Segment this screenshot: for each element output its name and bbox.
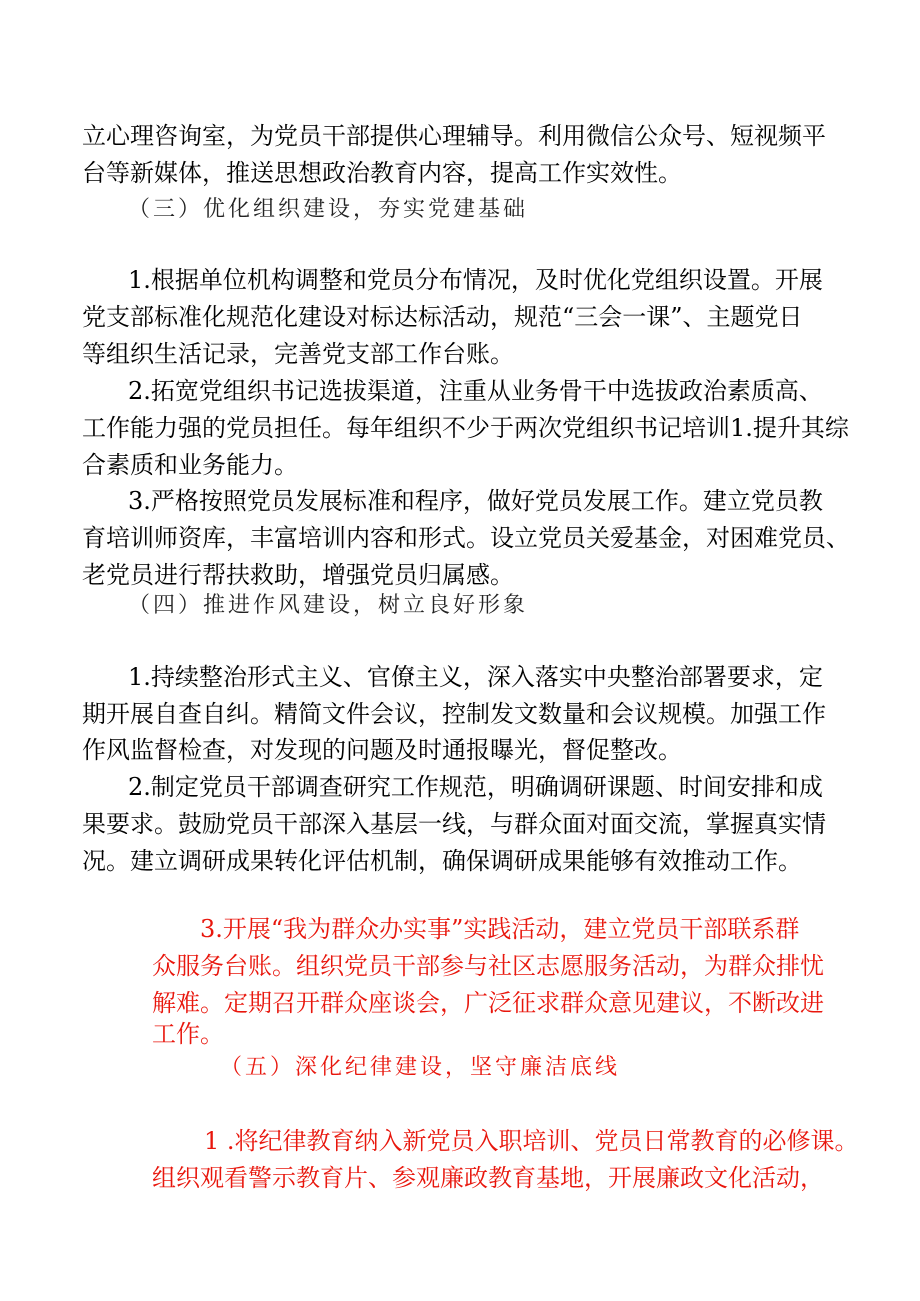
- paragraph-line-highlight: 解难。定期召开群众座谈会，广泛征求群众意见建议，不断改进: [152, 989, 824, 1017]
- paragraph-line: 况。建立调研成果转化评估机制，确保调研成果能够有效推动工作。: [82, 847, 802, 875]
- list-item-line: 2.拓宽党组织书记选拔渠道，注重从业务骨干中选拔政治素质高、: [128, 377, 823, 405]
- list-item-line: 3.严格按照党员发展标准和程序，做好党员发展工作。建立党员教: [128, 487, 823, 515]
- list-item-line: 1.根据单位机构调整和党员分布情况，及时优化党组织设置。开展: [128, 266, 823, 294]
- paragraph-line: 期开展自查自纠。精简文件会议，控制发文数量和会议规模。加强工作: [82, 700, 826, 728]
- paragraph-line: 作风监督检查，对发现的问题及时通报曝光，督促整改。: [82, 736, 682, 764]
- list-item-line: 1.持续整治形式主义、官僚主义，深入落实中央整治部署要求，定: [128, 663, 823, 691]
- paragraph-line: 老党员进行帮扶救助，增强党员归属感。: [82, 561, 514, 589]
- list-item-line-highlight: 1 .将纪律教育纳入新党员入职培训、党员日常教育的必修课。: [204, 1127, 859, 1155]
- paragraph-line: 合素质和业务能力。: [82, 451, 298, 479]
- paragraph-line-highlight: 众服务台账。组织党员干部参与社区志愿服务活动，为群众排忧: [152, 952, 824, 980]
- paragraph-line: 立心理咨询室，为党员干部提供心理辅导。利用微信公众号、短视频平: [82, 122, 826, 150]
- list-item-line-highlight: 3.开展“我为群众办实事”实践活动，建立党员干部联系群: [200, 915, 800, 943]
- section-heading-4: （四）推进作风建设，树立良好形象: [128, 593, 529, 618]
- paragraph-line-highlight: 组织观看警示教育片、参观廉政教育基地，开展廉政文化活动，: [152, 1164, 824, 1192]
- paragraph-line: 育培训师资库，丰富培训内容和形式。设立党员关爱基金，对困难党员、: [82, 524, 850, 552]
- paragraph-line: 果要求。鼓励党员干部深入基层一线，与群众面对面交流，掌握真实情: [82, 810, 826, 838]
- section-heading-3: （三）优化组织建设，夯实党建基础: [128, 197, 529, 222]
- list-item-line: 2.制定党员干部调查研究工作规范，明确调研课题、时间安排和成: [128, 773, 823, 801]
- paragraph-line-highlight: 工作。: [152, 1020, 224, 1048]
- paragraph-line: 党支部标准化规范化建设对标达标活动，规范“三会一课”、主题党日: [82, 303, 803, 331]
- paragraph-line: 等组织生活记录，完善党支部工作台账。: [82, 340, 514, 368]
- paragraph-line: 台等新媒体，推送思想政治教育内容，提高工作实效性。: [82, 159, 682, 187]
- section-heading-5: （五）深化纪律建设，坚守廉洁底线: [220, 1055, 621, 1080]
- paragraph-line: 工作能力强的党员担任。每年组织不少于两次党组织书记培训1.提升其综: [82, 414, 849, 442]
